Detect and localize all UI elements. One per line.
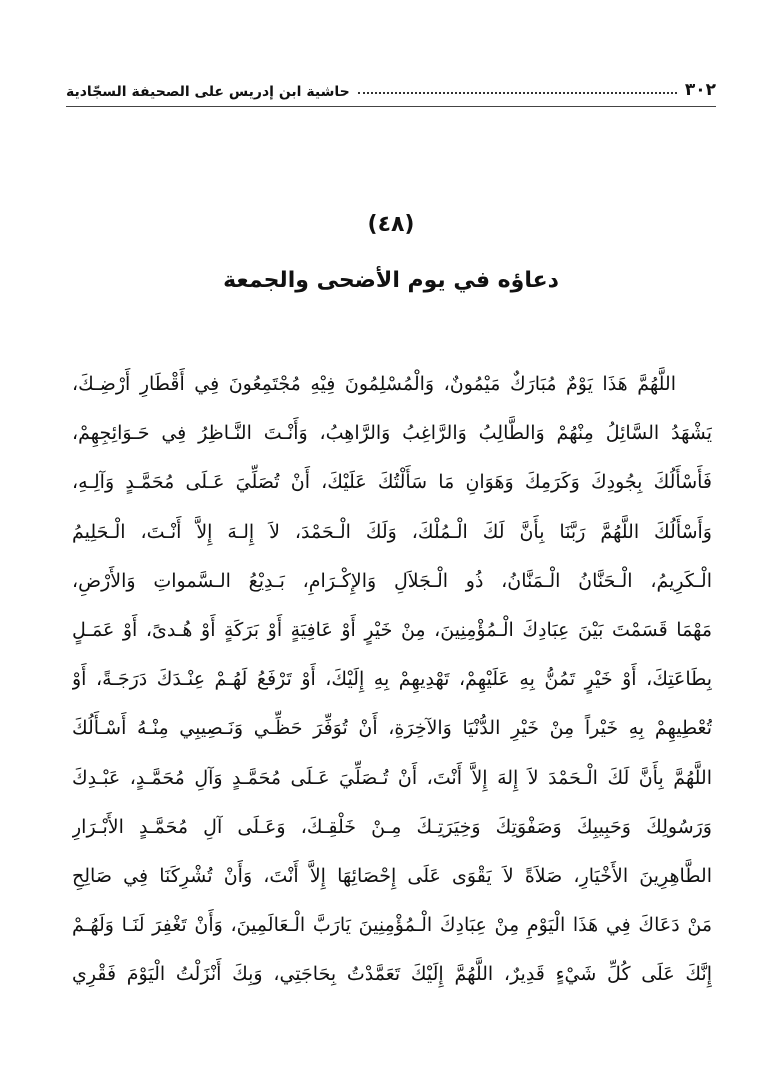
text-line: اللَّهُمَّ هَذَا يَوْمٌ مُبَارَكٌ مَيْمُونٌ، وَالْمُسْلِمُونَ فِيْهِ مُجْتَمِعُونَ فِي أَقْطَارِ أَرْضِـكَ، — [72, 373, 676, 395]
text-line: مَهْمَا قَسَمْتَ بَيْنَ عِبَادِكَ الْـمُؤْمِنِينَ، مِنْ خَيْرٍ أَوْ عَافِيَةٍ أَوْ بَرَكَةٍ أَوْ هُـدىً، أَوْ عَمَـلٍ — [72, 618, 712, 641]
text-line: الْـكَرِيمُ، الْـحَنَّانُ الْـمَنَّانُ، ذُو الْـجَلاَلِ وَالإِكْـرَامِ، بَـدِيْعُ الـسَّمواتِ وَالأَرْضِ، — [72, 569, 712, 592]
running-header — [66, 70, 716, 100]
running-header-title: حاشية ابن إدريس على الصحيفة السجّادية — [66, 84, 350, 100]
body-text — [72, 360, 712, 999]
text-line: بِطَاعَتِكَ، أَوْ خَيْرٍ تَمُنُّ بِهِ عَلَيْهِمْ، تَهْدِيهِمْ بِهِ إِلَيْكَ، أَوْ تَرْفَعُ لَهُـمْ عِنْـدَكَ دَرَجَـةً، أَوْ — [72, 668, 712, 691]
section-number: (٤٨) — [367, 212, 415, 237]
text-line: اللَّهُمَّ بِأَنَّ لَكَ الْـحَمْدَ لاَ إِلهَ إِلاَّ أَنْتَ، أَنْ تُـصَلِّيَ عَـلَى مُحَمَّـدٍ وَآلِ مُحَمَّـدٍ، عَبْـدِكَ — [72, 766, 712, 789]
header-rule — [66, 106, 716, 107]
text-line: الطَّاهِرِينَ الأَخْيَارِ، صَلاَةً لاَ يَقْوَى عَلَى إِحْصَائِهَا إِلاَّ أَنْتَ، وَأَنْ تُشْرِكَنَا فِي صَالِحِ — [72, 864, 712, 887]
section-title: دعاؤه في يوم الأضحى والجمعة — [223, 268, 559, 293]
text-line: يَشْهَدُ السَّائِلُ مِنْهُمْ وَالطَّالِبُ وَالرَّاغِبُ وَالرَّاهِبُ، وَأَنْـتَ النَّـاظِرُ فِي حَـوَائِجِهِمْ، — [72, 422, 712, 445]
text-line: مَنْ دَعَاكَ فِي هَذَا الْيَوْمِ مِنْ عِبَادِكَ الْـمُؤْمِنِينَ يَارَبَّ الْـعَالَمِينَ، وَأَنْ تَغْفِرَ لَنَـا وَلَهُـمْ — [72, 914, 712, 937]
page-number: ٣٠٢ — [684, 80, 716, 100]
text-line: فَأَسْأَلُكَ بِجُودِكَ وَكَرَمِكَ وَهَوَانِ مَا سَأَلْتُكَ عَلَيْكَ، أَنْ تُصَلِّيَ عَـلَى مُحَمَّـدٍ وَآلِـهِ، — [72, 471, 712, 494]
text-line: تُعْطِيهِمْ بِهِ خَيْراً مِنْ خَيْرِ الدُّنْيَا وَالآخِرَةِ، أَنْ تُوَفِّرَ حَظِّـي وَنَـصِيبِي مِنْـهُ أَسْـأَلُكَ — [72, 717, 712, 740]
leader-dots — [358, 92, 677, 94]
text-line: وَأَسْأَلُكَ اللَّهُمَّ رَبَّنَا بِأَنَّ لَكَ الْـمُلْكَ، وَلَكَ الْـحَمْدَ، لاَ إِلـهَ إِلاَّ أَنْـتَ، الْـحَلِيمُ — [72, 520, 712, 543]
text-line: إِنَّكَ عَلَى كُلِّ شَيْءٍ قَدِيرٌ، اللَّهُمَّ إِلَيْكَ تَعَمَّدْتُ بِحَاجَتِي، وَبِكَ أَنْزَلْتُ الْيَوْمَ فَقْرِي — [72, 963, 712, 986]
text-line: وَرَسُولِكَ وَحَبِيبِكَ وَصَفْوَتِكَ وَخِيَرَتِـكَ مِـنْ خَلْقِـكَ، وَعَـلَى آلِ مُحَمَّـدٍ الأَبْـرَارِ — [72, 815, 712, 838]
